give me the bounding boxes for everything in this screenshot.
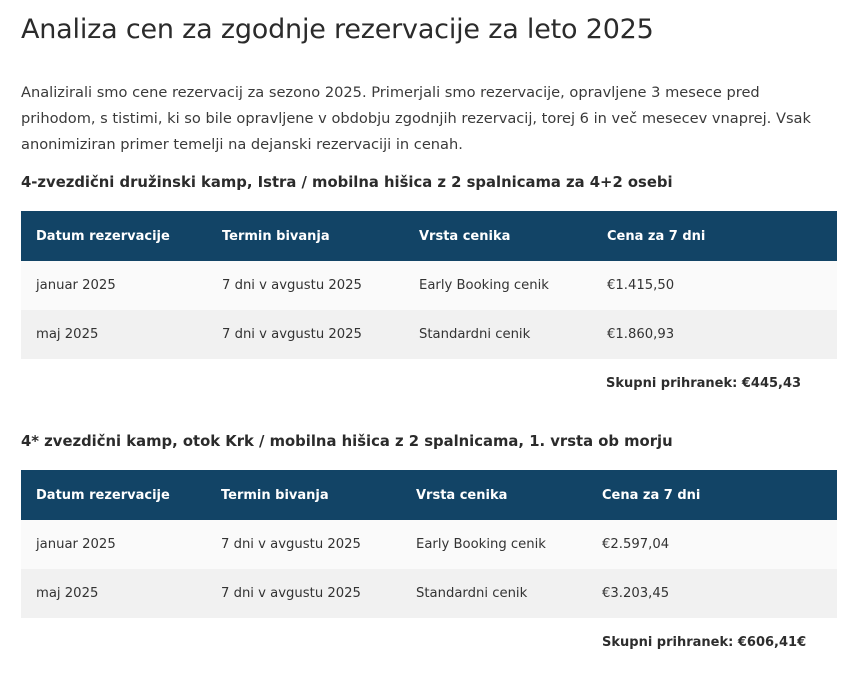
header-price-list-type: Vrsta cenika xyxy=(419,228,511,244)
intro-paragraph: Analizirali smo cene rezervacij za sezono 2025. Primerjali smo rezervacije, opravljene 3 mesece pred prihodom, s tistimi, ki so bile opravljene v obdobju zgodnjih rezervacij, torej 6 in več mesecev vnaprej. Vsak anonimiziran primer temelji na dejanski rezervaciji in cenah. xyxy=(21,84,811,153)
cell-price: €1.860,93 xyxy=(607,327,675,342)
price-table-krk xyxy=(21,470,837,618)
table-row xyxy=(21,569,837,618)
cell-stay-period: 7 dni v avgustu 2025 xyxy=(222,278,362,293)
cell-booking-date: januar 2025 xyxy=(36,278,116,293)
cell-price-list-type: Standardni cenik xyxy=(416,586,528,601)
table-row xyxy=(21,310,837,359)
header-price-7-days: Cena za 7 dni xyxy=(602,487,701,503)
table-header-row xyxy=(21,211,837,261)
header-stay-period: Termin bivanja xyxy=(222,228,330,244)
cell-stay-period: 7 dni v avgustu 2025 xyxy=(221,537,361,552)
total-savings-krk: Skupni prihranek: €606,41€ xyxy=(602,635,807,650)
cell-booking-date: januar 2025 xyxy=(36,537,116,552)
header-booking-date: Datum rezervacije xyxy=(36,487,170,503)
cell-booking-date: maj 2025 xyxy=(36,327,99,342)
header-price-7-days: Cena za 7 dni xyxy=(607,228,706,244)
cell-stay-period: 7 dni v avgustu 2025 xyxy=(222,327,362,342)
page-title: Analiza cen za zgodnje rezervacije za leto 2025 xyxy=(21,14,654,45)
section-title-istra: 4-zvezdični družinski kamp, Istra / mobilna hišica z 2 spalnicama za 4+2 osebi xyxy=(21,174,673,191)
cell-price-list-type: Standardni cenik xyxy=(419,327,531,342)
table-header-row xyxy=(21,470,837,520)
cell-price-list-type: Early Booking cenik xyxy=(419,278,549,293)
cell-stay-period: 7 dni v avgustu 2025 xyxy=(221,586,361,601)
table-row xyxy=(21,261,837,310)
price-table-istra xyxy=(21,211,837,359)
header-price-list-type: Vrsta cenika xyxy=(416,487,508,503)
cell-price: €1.415,50 xyxy=(607,278,675,293)
cell-booking-date: maj 2025 xyxy=(36,586,99,601)
table-row xyxy=(21,520,837,569)
header-stay-period: Termin bivanja xyxy=(221,487,329,503)
section-title-krk: 4* zvezdični kamp, otok Krk / mobilna hišica z 2 spalnicama, 1. vrsta ob morju xyxy=(21,433,673,450)
cell-price: €2.597,04 xyxy=(602,537,670,552)
cell-price: €3.203,45 xyxy=(602,586,670,601)
total-savings-istra: Skupni prihranek: €445,43 xyxy=(606,376,802,391)
cell-price-list-type: Early Booking cenik xyxy=(416,537,546,552)
header-booking-date: Datum rezervacije xyxy=(36,228,170,244)
